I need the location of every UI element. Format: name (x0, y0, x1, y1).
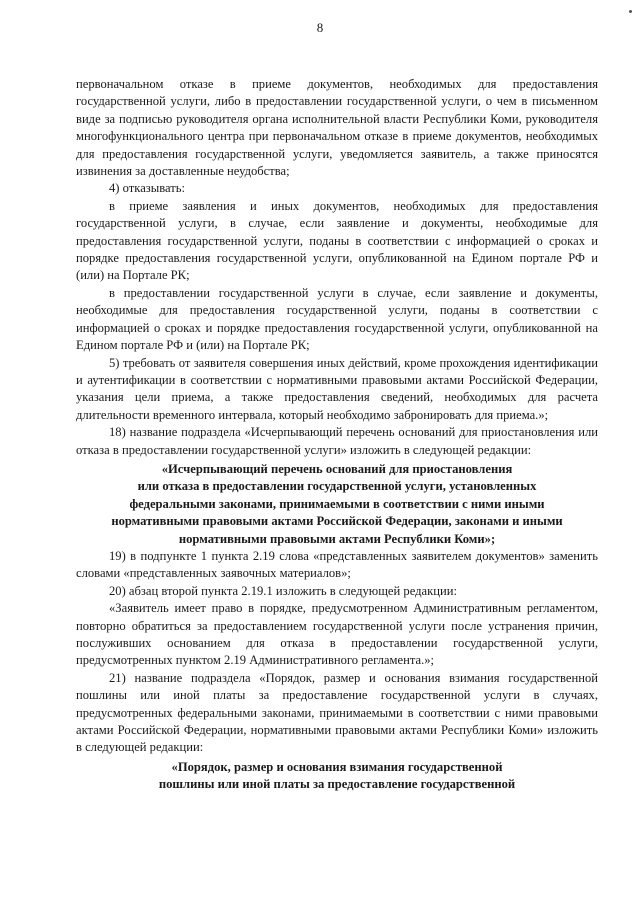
paragraph-refuse-acceptance: в приеме заявления и иных документов, необходимых для предоставления государственной услуги, в случае, если заявление и документы, необходимые для предоставления государственной услуги, поданы в соответствии с информацией о сроках и порядке предоставления государственной услуги, опубликованной на Едином портале РФ и (или) на Портале РК; (76, 198, 598, 283)
heading-grounds-line-4: нормативными правовыми актами Российской Федерации, законами и иными (111, 514, 563, 529)
heading-fees-line-2: пошлины или иной платы за предоставление государственной (158, 777, 516, 792)
heading-grounds-line-2: или отказа в предоставлении государственной услуги, установленных (137, 479, 537, 494)
page-body (76, 76, 598, 794)
paragraph-item-20: 20) абзац второй пункта 2.19.1 изложить в следующей редакции: (109, 583, 457, 598)
paragraph-item-18: 18) название подраздела «Исчерпывающий перечень оснований для приостановления или отказа в предоставлении государственной услуги» изложить в следующей редакции: (76, 425, 598, 457)
paragraph-refuse-service: в предоставлении государственной услуги в случае, если заявление и документы, необходимые для предоставления государственной услуги, поданы в соответствии с информацией о сроках и порядке предоставления государственной услуги, опубликованной на Едином портале РФ и (или) на Портале РК; (76, 285, 598, 353)
paragraph-item-21: 21) название подраздела «Порядок, размер и основания взимания государственной пошлины или иной платы за предоставление государственной услуги в случаях, предусмотренных федеральными законами, принимаемыми в соответствии с ними правовыми актами Российской Федерации, нормативными правовыми актами Республики Коми» изложить в следующей редакции: (76, 670, 598, 755)
heading-grounds-line-5: нормативными правовыми актами Республики Коми»; (178, 531, 496, 546)
paragraph-item-4: 4) отказывать: (109, 181, 186, 196)
paragraph-continuation: первоначальном отказе в приеме документов, необходимых для предоставления государственной услуги, либо в предоставлении государственной услуги, о чем в письменном виде за подписью руководителя органа исполнительной власти Республики Коми, руководителя многофункционального центра при первоначальном отказе в приеме документов, необходимых для предоставления государственной услуги, уведомляется заявитель, а также приносятся извинения за доставленные неудобства; (76, 77, 598, 179)
scan-mark (629, 10, 632, 13)
paragraph-item-19: 19) в подпункте 1 пункта 2.19 слова «представленных заявителем документов» заменить словами «представленных заявочных материалов»; (76, 548, 598, 581)
page-number: 8 (316, 20, 324, 35)
paragraph-quote-applicant: «Заявитель имеет право в порядке, предусмотренном Административным регламентом, повторно обратиться за предоставлением государственной услуги после устранения причин, послуживших основанием для отказа в предоставлении государственной услуги, предусмотренных пунктом 2.19 Административного регламента.»; (76, 601, 598, 668)
paragraph-item-5: 5) требовать от заявителя совершения иных действий, кроме прохождения идентификации и аутентификации в соответствии с нормативными правовыми актами Российской Федерации, указания цели приема, а также предоставления сведений, необходимых для расчета длительности временного интервала, который необходимо забронировать для приема.»; (76, 355, 598, 422)
heading-fees-line-1: «Порядок, размер и основания взимания государственной (171, 759, 503, 774)
heading-grounds-line-1: «Исчерпывающий перечень оснований для приостановления (161, 461, 513, 476)
heading-grounds-line-3: федеральными законами, принимаемыми в соответствии с ними иными (129, 496, 545, 511)
